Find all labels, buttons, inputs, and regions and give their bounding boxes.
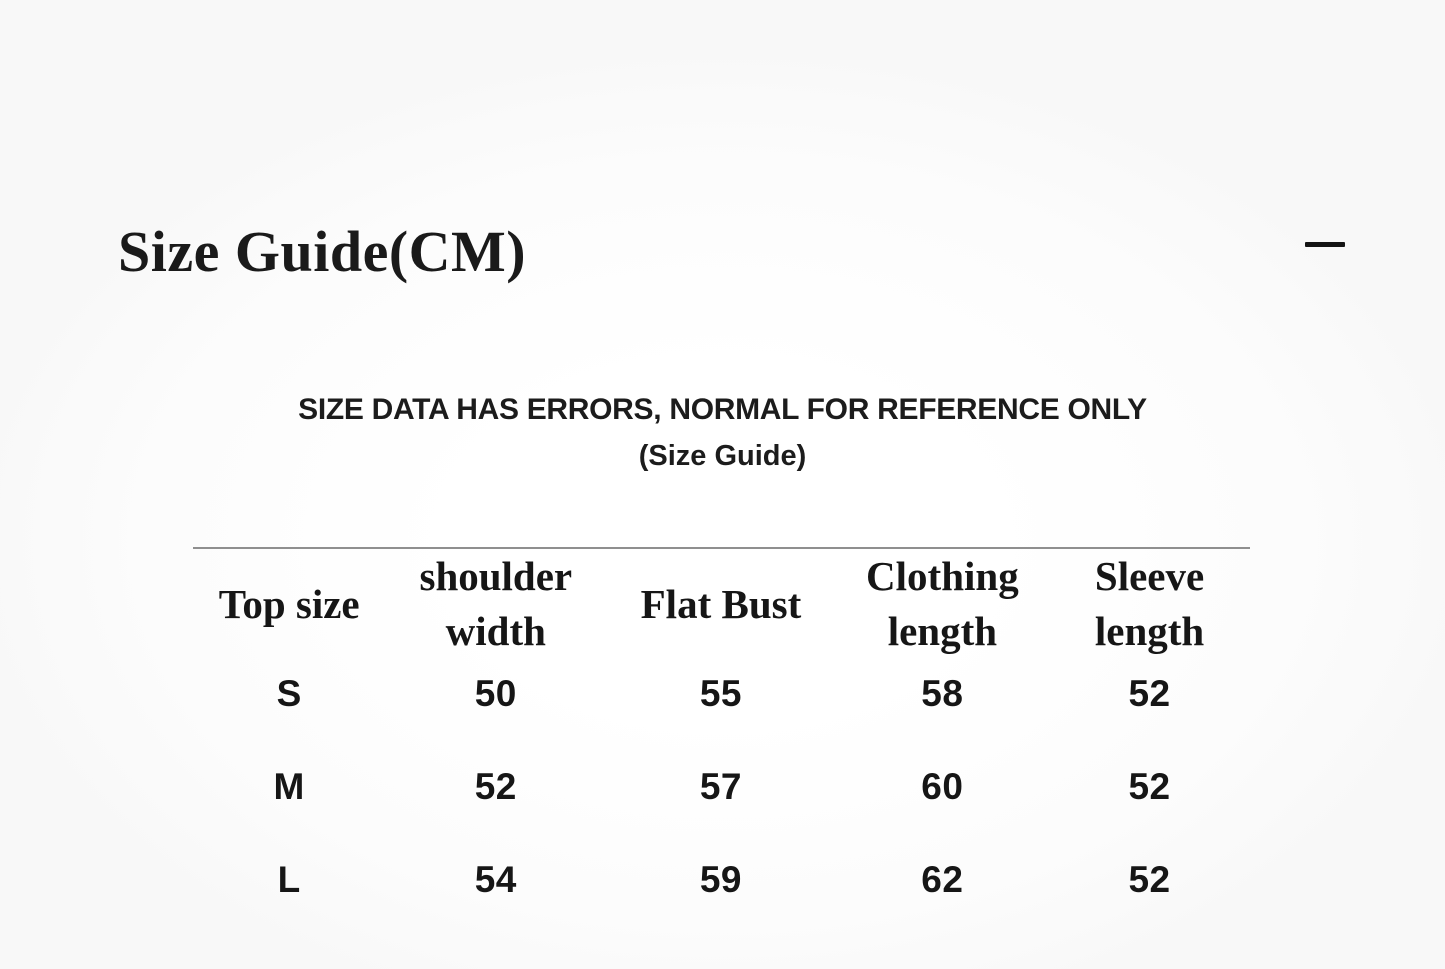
flat-bust-value: 55 — [699, 672, 743, 714]
sleeve-length-value: 52 — [1128, 858, 1171, 900]
column-header-label: Clothing — [866, 553, 1019, 599]
column-header-label: Top size — [218, 580, 360, 627]
column-header-label: shoulder — [419, 553, 573, 599]
column-header-clothing-length — [836, 549, 1050, 659]
shoulder-width-value: 54 — [474, 858, 517, 900]
table-row-m — [193, 740, 1250, 833]
size-label: L — [277, 858, 301, 900]
size-disclaimer-text: SIZE DATA HAS ERRORS, NORMAL FOR REFERENCE ONLY — [298, 393, 1147, 426]
sleeve-length-value: 52 — [1128, 765, 1171, 807]
column-header-top-size — [193, 549, 385, 659]
table-header-row — [193, 549, 1250, 654]
clothing-length-value: 58 — [921, 672, 964, 714]
column-header-label: length — [887, 608, 998, 654]
column-header-sleeve-length — [1049, 549, 1250, 659]
column-header-label: Sleeve — [1094, 553, 1205, 599]
size-table — [193, 547, 1250, 926]
collapse-dash-icon[interactable] — [1305, 242, 1345, 247]
size-label: S — [276, 672, 302, 714]
sleeve-length-value: 52 — [1128, 672, 1171, 714]
column-header-label: width — [445, 608, 546, 654]
clothing-length-value: 60 — [921, 765, 964, 807]
shoulder-width-value: 50 — [474, 672, 517, 714]
column-header-label: Flat Bust — [640, 580, 802, 627]
page-title: Size Guide(CM) — [118, 219, 527, 284]
flat-bust-value: 57 — [699, 765, 743, 807]
column-header-label: length — [1094, 608, 1205, 654]
size-guide-subtext: (Size Guide) — [638, 440, 807, 472]
column-header-flat-bust — [606, 549, 835, 659]
column-header-shoulder-width — [385, 549, 606, 659]
table-row-s — [193, 647, 1250, 740]
size-label: M — [273, 765, 305, 807]
clothing-length-value: 62 — [921, 858, 964, 900]
flat-bust-value: 59 — [699, 858, 743, 900]
shoulder-width-value: 52 — [474, 765, 517, 807]
table-row-l — [193, 833, 1250, 926]
